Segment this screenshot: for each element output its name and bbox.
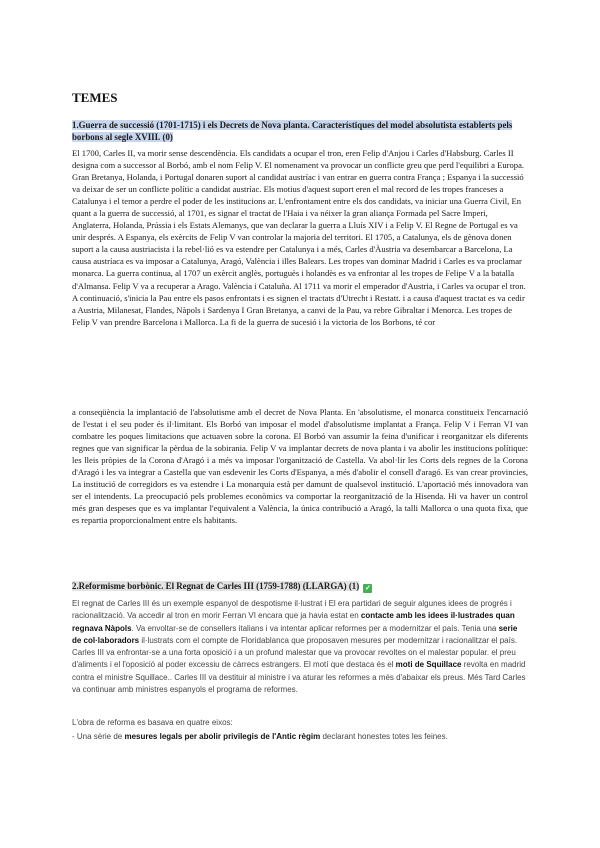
section-2-p1-bold-1: contacte amb les idees il·lustrades quan regnava Nàpols [72,611,515,633]
section-2-p1-text-e: revolta en madrid contra el ministre Squillace.. Carles III va destituir al ministre i va aturar les reformes a més d'abaixar els preus. Més Tard Carles va continuar amb ministres espanyols el programa de reformes. [72,660,526,695]
section-1-heading [72,119,528,143]
section-2-heading-text: 2.Reformisme borbònic. El Regnat de Carles III (1759-1788) (LLARGA) (1) [72,581,360,591]
section-2-paragraph-1 [72,598,528,696]
section-2-p1-text-a: El regnat de Carles III és un exemple espanyol de despotisme il·lustrat i El era partidari de seguir algunes idees de progrés i racionalització. Va accedir al tron en morir Ferran VI encara que ja havia estat en [72,599,512,621]
section-1-paragraph-1: El 1700, Carles II, va morir sense descendència. Els candidats a ocupar el tron, eren Felip d'Anjou i Carles d'Habsburg. Carles II designa com a successor al Borbó, amb el nom Felip V. El nomenament va provocar un conflicte greu que perd l'equilibri a Europa. Gran Bretanya, Holanda, i Portugal donaren suport al candidat austríac i van entrar en guerra contra França ; Espanya i la successió va deixar de ser un conflicte polític a candidat austríac. Els motius d'aquest suport eren el mal record de les tropes franceses a Catalunya i el temor a perdre el poder de les institucions ar. L'enfrontament entre els dos candidats, va iniciar una Guerra Civil, En quant a la guerra de successió, al 1701, es signar el tractat de l'Haia i va néixer la gran aliança Formada pel Sacre Imperi, Anglaterra, Holanda, Prússia i els Estats Alemanys, que van declarar la guerra a Lluís XIV i a Felip V. El Regne de Portugal es va unir després. A Espanya, els exèrcits de Felip V van controlar la majoria del territori. El 1705, a Catalunya, els de gènova donen suport a la causa austriacista i la rebel·lió es va estendre per Catalunya i a més, Carles d'Àustria va desembarcar a Barcelona, La causa austríaca es va imposar a Catalunya, Aragó, València i illes Balears. Les tropes van dominar Madrid i Carles es va proclamar monarca. La guerra continua, al 1707 un exèrcit anglès, portuguès i holandès es va enfrontar al les tropes de Felipe V a la batalla d'Almansa. Felip V va a recuperar a Arago. València i Cataluña. Al 1711 va morir el emperador d'Austria, i Carles va ocupar el tron. A continuació, s'inicia la Pau entre els pasos enfrontats i es signen el tractats d'Utrecht i Restatt. i a causa d'aquest tractat es va cedir a Austria, Milanesat, Flandes, Nàpols i Sardenya I Gran Bretanya, a canvi de la Pau, va rebre Gibraltar i Menorca. Les tropes de Felip V van prendre Barcelona i Mallorca. La fi de la guerra de sucesió i la victoria de los Borbons, té cor [72,148,526,327]
white-check-mark-icon: ✓ [364,584,371,592]
section-1-paragraph-2: a conseqüència la implantació de l'absolutisme amb el decret de Nova Planta. En 'absolutisme, el monarca constitueix l'encarnació de l'estat i el seu poder és il·limitant. Els Borbó van imposar el model d'absolutisme implantat a França. Felip V i Ferran VI van combatre les poques limitacions que actuaven sobre la corona. El Borbó van assumir la feina d'unificar i reorganitzar els diferents regnes que van significar la pèrdua de la sobirania. Felip V va implantar decrets de nova planta i va abolir les institucions polítique: les lleis pròpies de la Corona d'Aragó i a més va imposar l'organització de Castella. Va abol·lir les Corts dels regnes de la Corona d'Aragó i les va integrar a Castella que van esdevenir les Corts d'Espanya, a més d'abolir el consell d'aragó. Es van crear provincies, La institució de corregidors es va estendre i La monarquia està per damunt de qualsevol institució. L'aportació més innovadora van ser el intendents. La preocupació pels problemes econòmics va comportar la reorganització de la Hisenda. Hi va haver un control més gran despeses que es va implantar l'equivalent a València, la única contribució a Aragó, la talli Mallorca o una quota fixa, que es repartia proporcionalment entre els habitants. [72,407,528,526]
section-2-heading [72,580,528,593]
section-2-p1-text-c: . Va envoltar-se de consellers italians i va intentar aplicar reformes per a modernitzar el país. Tenia una [131,623,499,633]
section-2-p1-text-d: il·lustrats com el compte de Floridablanca que proposaven mesures per modernitzar i racionalitzar el país. Carles III va enfrontar-se a una forta oposició i a un profund malestar que va provocar revoltes on el malestar popular. el preu d'aliments i el l'oposició al poder excessiu de càrrecs estrangers. El motí que destaca és el [72,635,518,670]
section-1-heading-text: 1.Guerra de successió (1701-1715) i els Decrets de Nova planta. Característiques del model absolutista establerts pels borbons al segle XVIII. (0) [72,120,513,142]
section-2-paragraph-3 [72,731,528,743]
section-2-p3-text-a: - Una sèrie de [72,732,125,741]
section-2-p1-bold-2: serie de col·laboradors [72,623,518,645]
section-2-p1-bold-3: moti de Squillace [395,660,462,670]
section-2-p3-bold: mesures legals per abolir privilegis de l'Antic règim [124,732,321,741]
section-2-paragraph-2: L'obra de reforma es basava en quatre eixos: [72,718,233,727]
section-2-p3-text-c: declarant honestes totes les feines. [320,732,448,741]
document-title: TEMES [72,90,118,105]
